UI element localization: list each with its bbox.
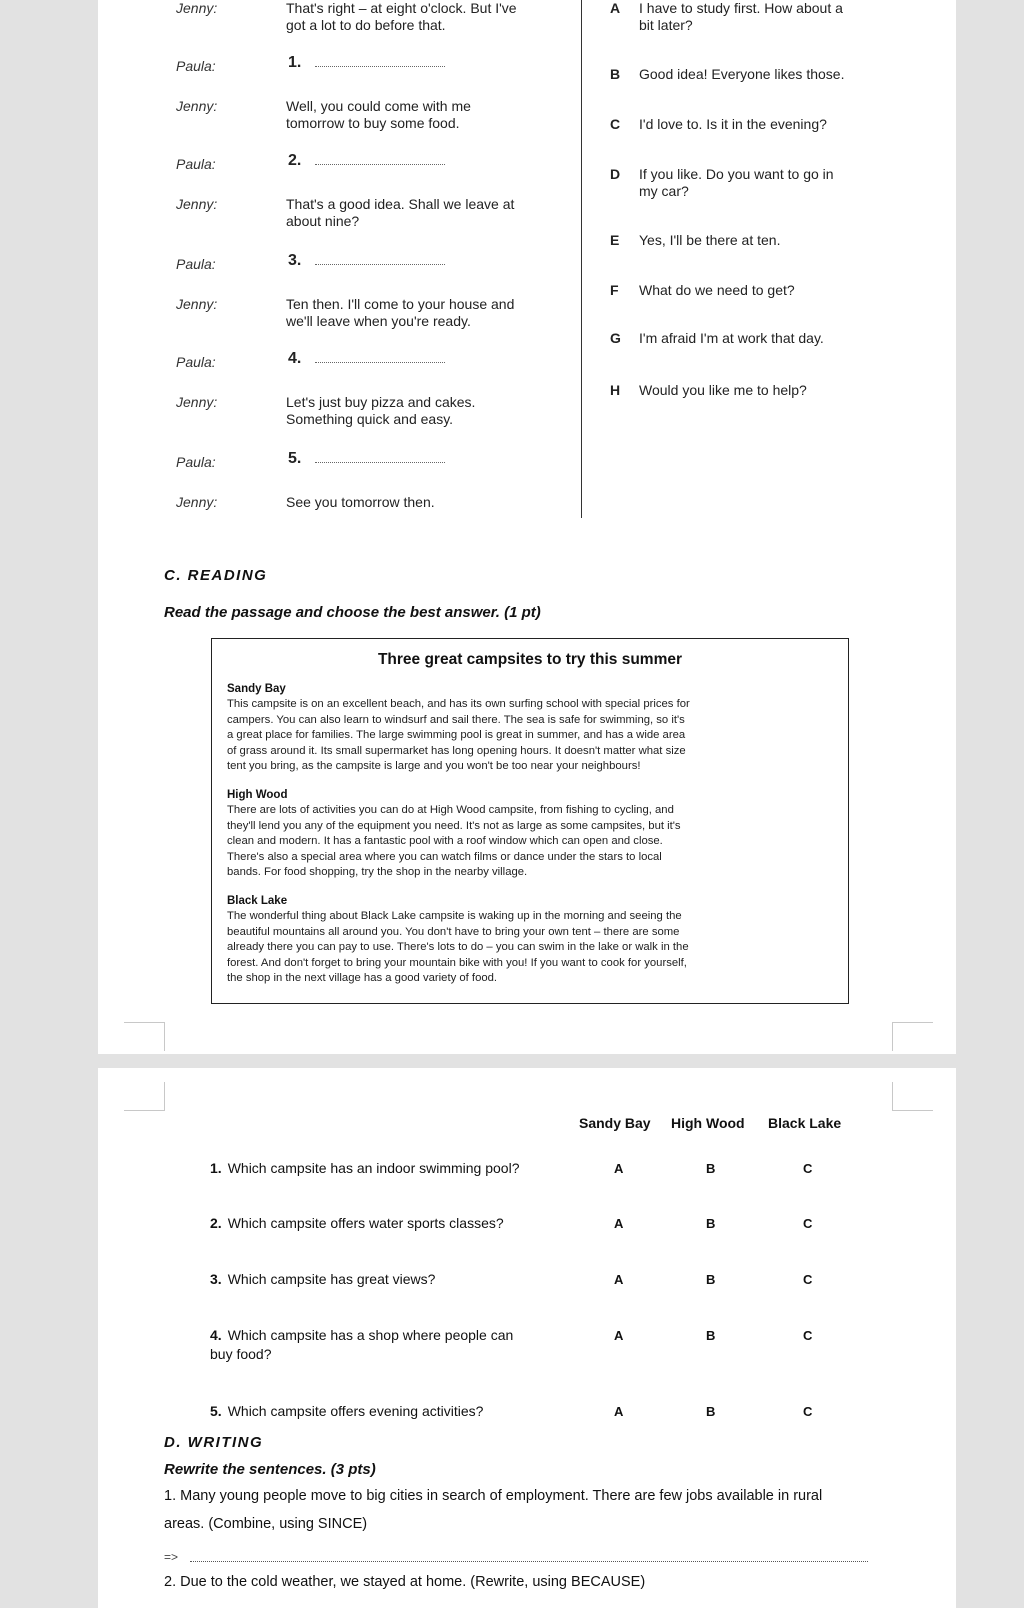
question-number: 1.	[210, 1160, 222, 1176]
answer-choice[interactable]: A	[614, 1404, 624, 1419]
speaker-label: Jenny:	[176, 494, 218, 510]
campsite-text-line: There are lots of activities you can do at High Wood campsite, from fishing to cycling, and	[227, 804, 674, 816]
answer-choice[interactable]: B	[706, 1161, 716, 1176]
corner-mark	[892, 1082, 933, 1111]
writing-section-title: D. WRITING	[164, 1434, 264, 1451]
speaker-label: Paula:	[176, 58, 216, 74]
answer-choice[interactable]: A	[614, 1272, 624, 1287]
answer-choice[interactable]: C	[803, 1272, 813, 1287]
dialogue-line: Ten then. I'll come to your house and	[286, 296, 515, 312]
answer-choice[interactable]: B	[706, 1272, 716, 1287]
question-text: buy food?	[210, 1346, 272, 1362]
speaker-label: Jenny:	[176, 394, 218, 410]
corner-mark	[892, 1022, 933, 1051]
campsite-text-line: already there you can pay to use. There's lots to do – you can swim in the lake or walk in the	[227, 941, 689, 953]
campsite-text-line: beautiful mountains all around you. You don't have to bring your own tent – there are some	[227, 925, 680, 938]
answer-choice[interactable]: C	[803, 1161, 813, 1176]
option-letter: A	[610, 0, 621, 16]
answer-choice[interactable]: A	[614, 1161, 624, 1176]
question-row	[210, 1326, 513, 1364]
campsite-text-line: they'll lend you any of the equipment you need. It's not as large as some campsites, but it's	[227, 819, 681, 832]
blank-line[interactable]	[315, 154, 445, 165]
speaker-label: Paula:	[176, 156, 216, 172]
reading-passage-box	[211, 638, 849, 1004]
dialogue-line: That's right – at eight o'clock. But I've	[286, 0, 517, 16]
answer-line[interactable]	[190, 1561, 868, 1562]
campsite-name: Sandy Bay	[227, 683, 286, 695]
campsite-text-line: a great place for families. The large swimming pool is great in summer, and has a wide area	[227, 729, 686, 741]
campsite-text-line: This campsite is on an excellent beach, and has its own surfing school with special prices for	[227, 698, 690, 710]
blank-number: 4.	[288, 350, 302, 367]
blank-line[interactable]	[315, 452, 445, 463]
campsite-text-line: bands. For food shopping, try the shop in the nearby village.	[227, 866, 528, 878]
blank-number: 1.	[288, 54, 302, 71]
left-margin	[0, 0, 98, 1608]
question-text: Which campsite offers evening activities?	[227, 1403, 484, 1419]
option-text: Yes, I'll be there at ten.	[639, 232, 781, 248]
question-number: 3.	[210, 1271, 222, 1287]
answer-choice[interactable]: B	[706, 1216, 716, 1231]
speaker-label: Jenny:	[176, 296, 218, 312]
option-text: I have to study first. How about a	[639, 0, 843, 16]
blank-line[interactable]	[315, 254, 445, 265]
writing-instruction: Rewrite the sentences. (3 pts)	[164, 1461, 376, 1478]
option-letter: F	[610, 282, 619, 298]
answer-choice[interactable]: C	[803, 1328, 813, 1343]
campsite-text-line: clean and modern. It has a fantastic pool with a roof window which can open and close.	[227, 835, 663, 847]
corner-mark	[124, 1022, 165, 1051]
speaker-label: Paula:	[176, 256, 216, 272]
option-letter: D	[610, 166, 621, 182]
question-row	[210, 1270, 435, 1289]
campsite-name: Black Lake	[227, 895, 288, 907]
corner-mark	[124, 1082, 165, 1111]
blank-line[interactable]	[315, 56, 445, 67]
option-letter: C	[610, 116, 621, 132]
answer-choice[interactable]: C	[803, 1404, 813, 1419]
dialogue-line: Let's just buy pizza and cakes.	[286, 394, 476, 410]
column-header: Black Lake	[768, 1115, 842, 1131]
writing-item-1-line-2: areas. (Combine, using SINCE)	[164, 1516, 368, 1532]
answer-choice[interactable]: A	[614, 1216, 624, 1231]
writing-item-2: 2. Due to the cold weather, we stayed at home. (Rewrite, using BECAUSE)	[164, 1574, 646, 1590]
answer-blank[interactable]	[288, 450, 445, 468]
campsite-text-line: The wonderful thing about Black Lake campsite is waking up in the morning and seeing the	[227, 910, 682, 922]
blank-number: 3.	[288, 252, 302, 269]
question-text: Which campsite has great views?	[227, 1271, 436, 1287]
speaker-label: Jenny:	[176, 196, 218, 212]
blank-line[interactable]	[315, 352, 445, 363]
question-number: 5.	[210, 1403, 222, 1419]
option-letter: B	[610, 66, 621, 82]
option-text: Good idea! Everyone likes those.	[639, 66, 845, 82]
option-text: What do we need to get?	[639, 282, 795, 298]
option-text: my car?	[639, 183, 689, 199]
question-text: Which campsite has an indoor swimming pool?	[227, 1160, 520, 1176]
reading-instruction: Read the passage and choose the best answer. (1 pt)	[164, 604, 541, 621]
blank-number: 5.	[288, 450, 302, 467]
page-gap	[98, 1054, 956, 1068]
answer-choice[interactable]: B	[706, 1404, 716, 1419]
dialogue-line: See you tomorrow then.	[286, 494, 435, 510]
answer-blank[interactable]	[288, 350, 445, 368]
dialogue-line: Well, you could come with me	[286, 98, 471, 114]
campsite-text-line: campers. You can also learn to windsurf and sail there. The sea is safe for swimming, so it's	[227, 713, 685, 726]
option-text: I'm afraid I'm at work that day.	[639, 330, 824, 346]
option-letter: H	[610, 382, 621, 398]
dialogue-line: got a lot to do before that.	[286, 17, 446, 33]
dialogue-line: That's a good idea. Shall we leave at	[286, 196, 515, 212]
campsite-name: High Wood	[227, 789, 288, 801]
option-text: Would you like me to help?	[639, 382, 807, 398]
option-letter: G	[610, 330, 621, 346]
answer-blank[interactable]	[288, 54, 445, 72]
question-text: Which campsite has a shop where people can	[227, 1327, 514, 1343]
question-row	[210, 1214, 504, 1233]
option-text: I'd love to. Is it in the evening?	[639, 116, 827, 132]
campsite-text-line: There's also a special area where you can watch films or dance under the stars to local	[227, 850, 662, 863]
question-row	[210, 1159, 520, 1178]
column-header: High Wood	[671, 1115, 745, 1131]
question-number: 2.	[210, 1215, 222, 1231]
writing-item-1	[164, 1482, 884, 1538]
option-text: bit later?	[639, 17, 693, 33]
column-divider	[581, 0, 582, 518]
answer-choice[interactable]: C	[803, 1216, 813, 1231]
dialogue-line: tomorrow to buy some food.	[286, 115, 460, 131]
writing-item-1-line-1: 1. Many young people move to big cities in search of employment. There are few jobs available in rural	[164, 1488, 823, 1504]
speaker-label: Jenny:	[176, 0, 218, 16]
campsite-text-line: forest. And don't forget to bring your mountain bike with you! If you want to cook for yourself,	[227, 956, 687, 969]
speaker-label: Paula:	[176, 354, 216, 370]
speaker-label: Paula:	[176, 454, 216, 470]
answer-blank[interactable]	[288, 252, 445, 270]
answer-arrow: =>	[164, 1550, 179, 1564]
reading-section-title: C. READING	[164, 567, 268, 584]
dialogue-line: we'll leave when you're ready.	[286, 313, 471, 329]
blank-number: 2.	[288, 152, 302, 169]
dialogue-line: about nine?	[286, 213, 360, 229]
question-row	[210, 1402, 483, 1421]
question-number: 4.	[210, 1327, 222, 1343]
passage-title: Three great campsites to try this summer	[377, 651, 683, 668]
answer-choice[interactable]: A	[614, 1328, 624, 1343]
answer-choice[interactable]: B	[706, 1328, 716, 1343]
column-header: Sandy Bay	[579, 1115, 651, 1131]
dialogue-line: Something quick and easy.	[286, 411, 454, 427]
campsite-text-line: of grass around it. Its small supermarket has long opening hours. It doesn't matter what size	[227, 744, 686, 757]
question-text: Which campsite offers water sports classes?	[227, 1215, 504, 1231]
answer-blank[interactable]	[288, 152, 445, 170]
right-margin	[956, 0, 1024, 1608]
campsite-text-line: the shop in the next village has a good variety of food.	[227, 972, 498, 984]
option-letter: E	[610, 232, 620, 248]
option-text: If you like. Do you want to go in	[639, 166, 834, 182]
speaker-label: Jenny:	[176, 98, 218, 114]
campsite-text-line: tent you bring, as the campsite is large and you won't be too near your neighbours!	[227, 760, 641, 772]
